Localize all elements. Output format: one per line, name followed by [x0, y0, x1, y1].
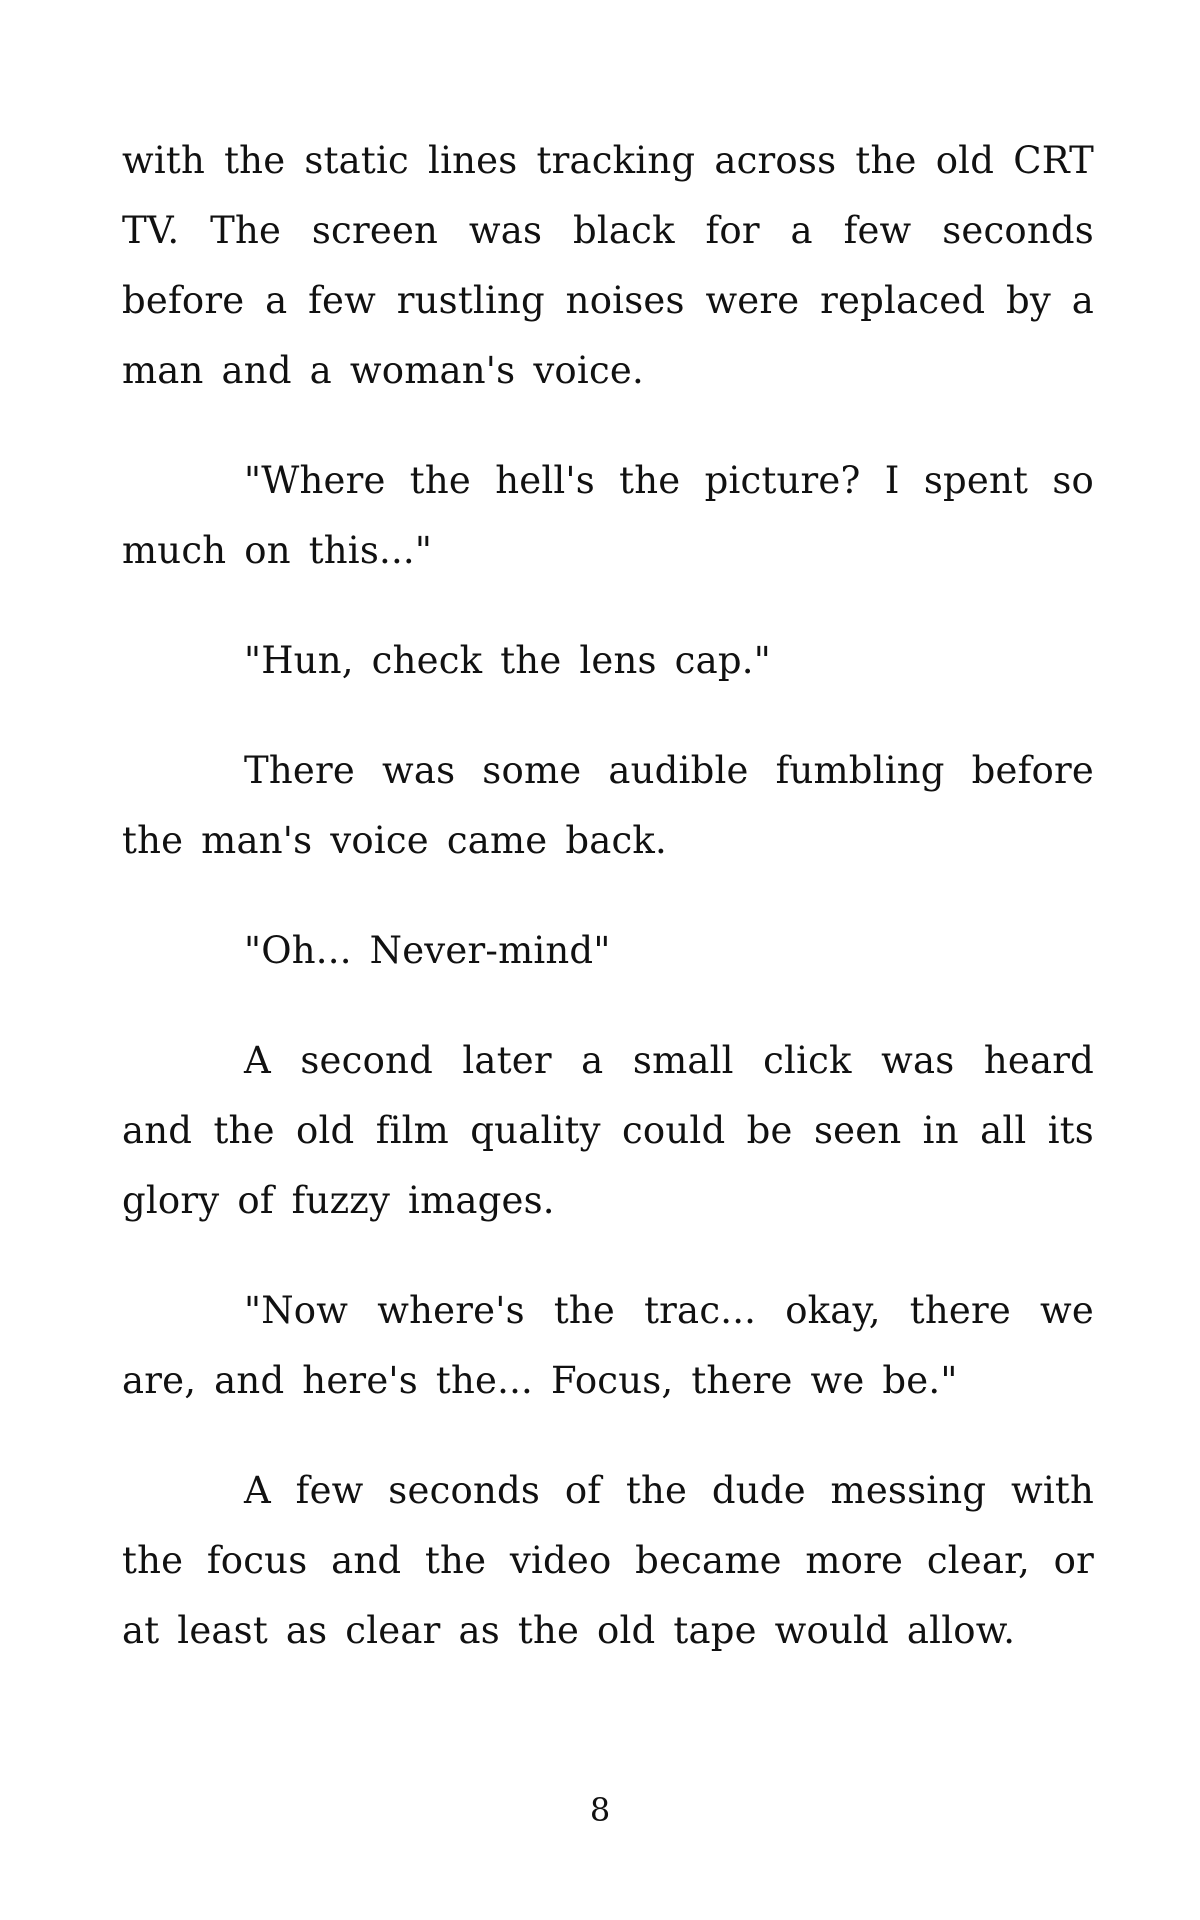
- paragraph-2: "Where the hell's the picture? I spent so much on this...": [122, 459, 1094, 572]
- page-body: [122, 126, 1094, 1706]
- paragraph-5: "Oh... Never-mind": [244, 929, 611, 972]
- paragraph-7: "Now where's the trac... okay, there we are, and here's the... Focus, there we be.": [122, 1289, 1094, 1402]
- paragraph-1: with the static lines tracking across the old CRT TV. The screen was black for a few seconds before a few rustling noises were replaced by a man and a woman's voice.: [122, 139, 1094, 392]
- paragraph-4: There was some audible fumbling before the man's voice came back.: [122, 749, 1094, 862]
- paragraph-6: A second later a small click was heard and the old film quality could be seen in all its glory of fuzzy images.: [122, 1039, 1094, 1222]
- paragraph-3: "Hun, check the lens cap.": [244, 639, 771, 682]
- paragraph-8: A few seconds of the dude messing with the focus and the video became more clear, or at least as clear as the old tape would allow.: [122, 1469, 1094, 1652]
- page-number: 8: [589, 1791, 611, 1829]
